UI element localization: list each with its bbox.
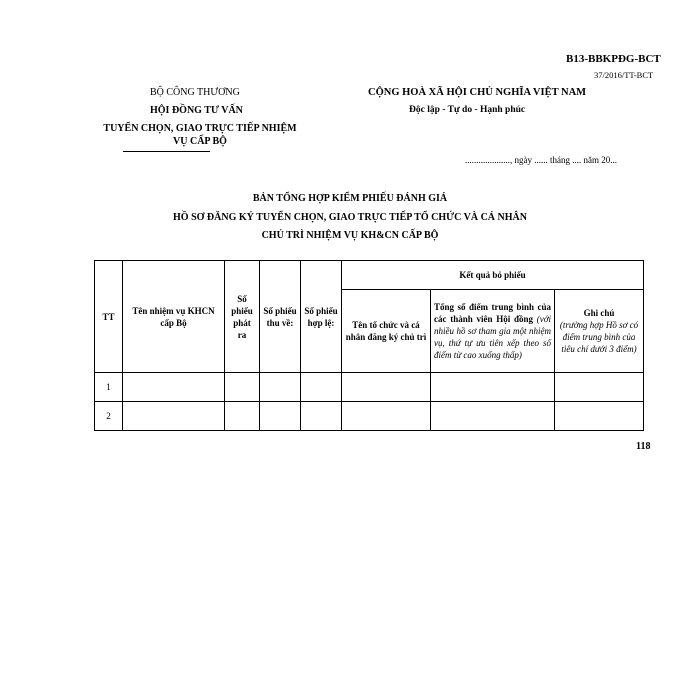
notes-note: (trường hợp Hồ sơ có điểm trung bình của tiêu chí dưới 3 điểm): [559, 320, 639, 354]
national-motto: Độc lập - Tự do - Hạnh phúc: [409, 105, 526, 115]
org-name-cell[interactable]: [342, 373, 431, 402]
ministry-name: BỘ CÔNG THƯƠNG: [150, 87, 240, 98]
header-ballots-received: Số phiếu thu về:: [260, 261, 301, 373]
date-line: ...................., ngày ...... tháng .... năm 20...: [465, 155, 617, 165]
council-name: HỘI ĐỒNG TƯ VẤN: [150, 105, 243, 116]
council-purpose: [95, 122, 305, 148]
page-number: 118: [636, 441, 651, 452]
total-score-cell[interactable]: [431, 402, 555, 431]
ballots-valid-cell[interactable]: [301, 402, 342, 431]
ballots-valid-cell[interactable]: [301, 373, 342, 402]
document-title-line3: CHỦ TRÌ NHIỆM VỤ KH&CN CẤP BỘ: [261, 230, 439, 241]
row-number: 2: [95, 402, 123, 431]
notes-cell[interactable]: [555, 373, 644, 402]
total-score-cell[interactable]: [431, 373, 555, 402]
council-purpose-line1: TUYỂN CHỌN, GIAO TRỰC TIẾP NHIỆM: [103, 123, 297, 134]
table-row: [95, 373, 644, 402]
ballots-issued-cell[interactable]: [225, 373, 260, 402]
republic-name: CỘNG HOÀ XÃ HỘI CHỦ NGHĨA VIỆT NAM: [368, 87, 587, 98]
header-org-name: Tên tổ chức và cá nhân đăng ký chủ trì: [342, 290, 431, 373]
document-title-line1: BẢN TỔNG HỢP KIỂM PHIẾU ĐÁNH GIÁ: [252, 193, 448, 204]
form-code: B13-BBKPĐG-BCT: [566, 53, 661, 65]
header-underline: [123, 151, 210, 152]
header-notes: [555, 290, 644, 373]
table-row: [95, 402, 644, 431]
total-score-label: Tổng số điểm trung bình của các thành viên Hội đồng: [434, 302, 551, 324]
total-score-note: (với nhiều hồ sơ tham gia một nhiệm vụ, thứ tự ưu tiên xếp theo số điểm từ cao xuống thấp): [434, 314, 552, 360]
header-voting-results: Kết quả bỏ phiếu: [342, 261, 644, 290]
header-task-name: Tên nhiệm vụ KHCN cấp Bộ: [123, 261, 225, 373]
notes-cell[interactable]: [555, 402, 644, 431]
circular-reference: 37/2016/TT-BCT: [594, 70, 654, 80]
council-purpose-line2: VỤ CẤP BỘ: [173, 136, 227, 147]
ballots-received-cell[interactable]: [260, 373, 301, 402]
row-number: 1: [95, 373, 123, 402]
task-name-cell[interactable]: [123, 373, 225, 402]
notes-label: Ghi chú: [583, 308, 615, 318]
header-total-score: [431, 290, 555, 373]
document-title-line2: HỒ SƠ ĐĂNG KÝ TUYỂN CHỌN, GIAO TRỰC TIẾP TỔ CHỨC VÀ CÁ NHÂN: [173, 212, 527, 223]
header-ballots-issued: Số phiếu phát ra: [225, 261, 260, 373]
task-name-cell[interactable]: [123, 402, 225, 431]
org-name-cell[interactable]: [342, 402, 431, 431]
header-tt: TT: [95, 261, 123, 373]
table-header-row: [95, 261, 644, 290]
ballots-received-cell[interactable]: [260, 402, 301, 431]
header-ballots-valid: Số phiếu hợp lệ:: [301, 261, 342, 373]
ballot-summary-table: [94, 260, 644, 431]
ballots-issued-cell[interactable]: [225, 402, 260, 431]
